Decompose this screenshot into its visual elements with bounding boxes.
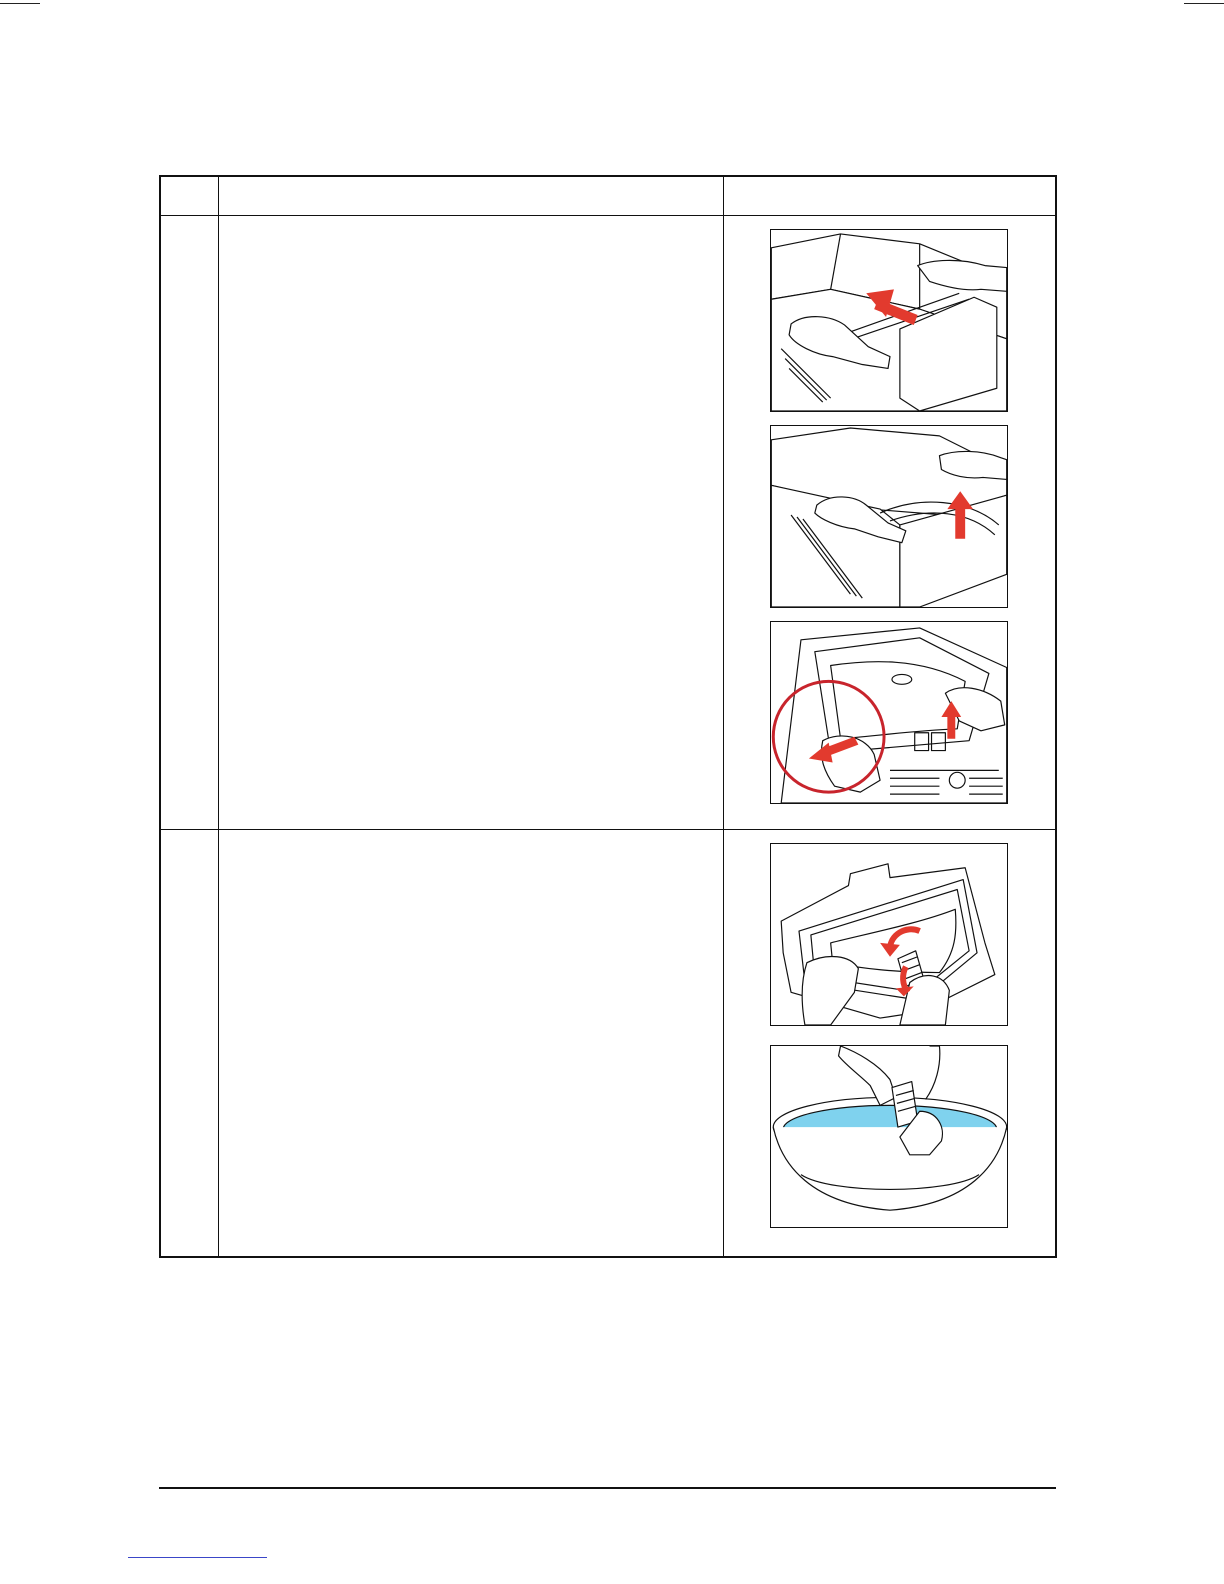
header-figure [724, 177, 1055, 215]
figure-filter-cap-twist [770, 843, 1008, 1026]
top-cover-lift-illustration [771, 426, 1007, 607]
column-divider-figure [723, 177, 724, 1256]
figure-filter-unit-release [770, 621, 1008, 804]
figure-filter-wash-basin [770, 1045, 1008, 1228]
top-cover-slide-illustration [771, 230, 1007, 411]
footer-rule [159, 1487, 1056, 1489]
header-description [219, 177, 723, 215]
filter-unit-release-illustration [771, 622, 1007, 803]
crop-mark-top-left [0, 3, 40, 4]
header-step [161, 177, 218, 215]
row-divider [161, 829, 1055, 830]
column-divider-step [218, 177, 219, 1256]
crop-mark-top-right [1184, 3, 1224, 4]
footer-link-underline[interactable] [128, 1557, 267, 1558]
figure-top-cover-lift [770, 425, 1008, 608]
header-divider [161, 215, 1055, 216]
filter-wash-basin-illustration [771, 1046, 1007, 1227]
filter-cap-twist-illustration [771, 844, 1007, 1025]
figure-top-cover-slide [770, 229, 1008, 412]
